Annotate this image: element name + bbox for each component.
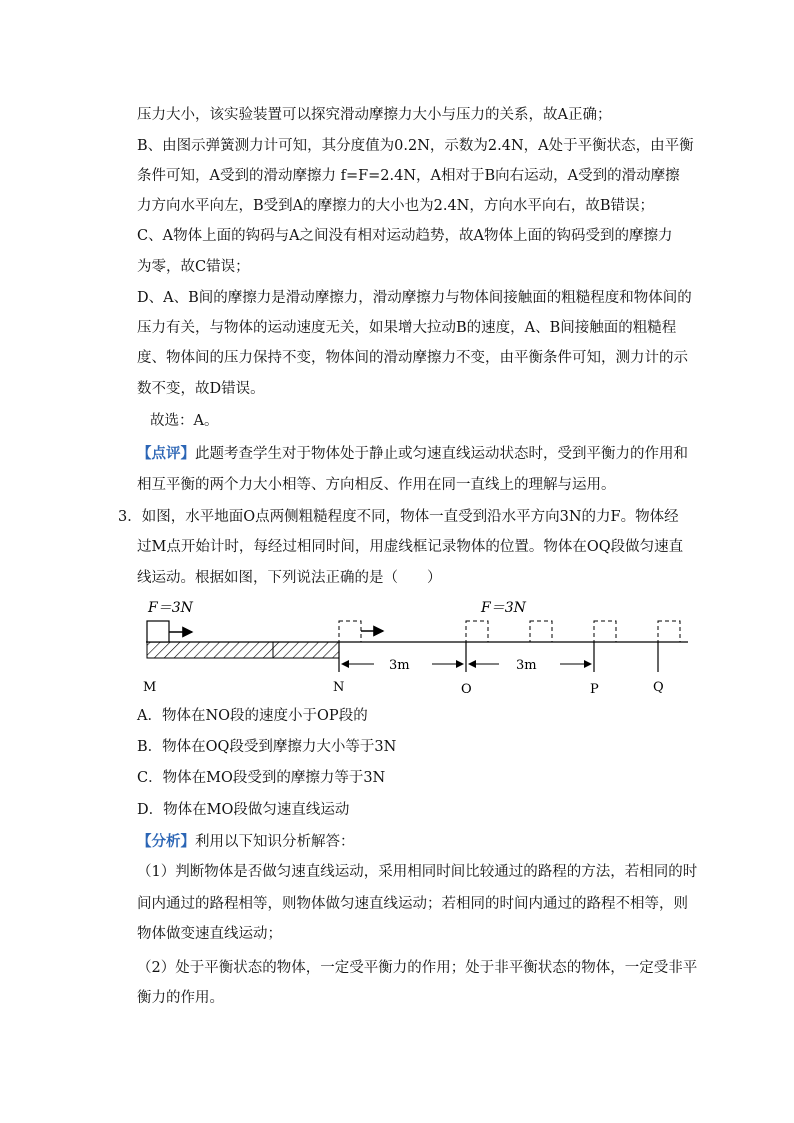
answer-line: 故选：A。 <box>150 413 219 429</box>
text-line: 度、物体间的压力保持不变，物体间的滑动摩擦力不变，由平衡条件可知，测力计的示 <box>137 350 688 366</box>
question-number: 3． <box>118 509 142 525</box>
text-line: D、A、B间的摩擦力是滑动摩擦力，滑动摩擦力与物体间接触面的粗糙程度和物体间的 <box>137 290 692 306</box>
point-label-m: M <box>143 680 157 695</box>
review-line-2: 相互平衡的两个力大小相等、方向相反、作用在同一直线上的理解与运用。 <box>137 477 616 493</box>
analysis-line: 物体做变速直线运动； <box>137 926 282 942</box>
review-text: 此题考查学生对于物体处于静止或匀速直线运动状态时，受到平衡力的作用和 <box>195 446 688 462</box>
text-line: 压力大小，该实验装置可以探究滑动摩擦力大小与压力的关系，故A正确； <box>137 107 612 123</box>
point-label-o: O <box>461 682 472 697</box>
force-label-left: F＝3N <box>148 600 193 616</box>
distance-label-op: 3m <box>516 658 537 673</box>
text-line: 数不变，故D错误。 <box>137 381 265 397</box>
option-c: C．物体在MO段受到的摩擦力等于3N <box>137 770 386 786</box>
analysis-line: 衡力的作用。 <box>137 990 224 1006</box>
option-d: D．物体在MO段做匀速直线运动 <box>137 802 350 818</box>
question-text: 如图，水平地面O点两侧粗糙程度不同，物体一直受到沿水平方向3N的力F。物体经 <box>141 509 679 525</box>
point-label-n: N <box>333 680 345 695</box>
analysis-header <box>137 832 355 852</box>
text-line: 条件可知，A受到的滑动摩擦力 f=F=2.4N，A相对于B向右运动，A受到的滑动摩擦 <box>137 168 680 184</box>
rough-surface <box>147 642 339 658</box>
question-line-2: 过M点开始计时，每经过相同时间，用虚线框记录物体的位置。物体在OQ段做匀速直 <box>137 539 684 555</box>
block-dashed <box>658 621 680 642</box>
text-line: B、由图示弹簧测力计可知，其分度值为0.2N，示数为2.4N，A处于平衡状态，由平衡 <box>137 138 694 154</box>
analysis-tag: 【分析】 <box>137 833 195 850</box>
review-tag: 【点评】 <box>137 445 195 462</box>
analysis-line: 间内通过的路程相等，则物体做匀速直线运动；若相同的时间内通过的路程不相等，则 <box>137 896 688 912</box>
question-line-3: 线运动。根据如图，下列说法正确的是（ ） <box>137 570 442 586</box>
block-dashed <box>530 621 552 642</box>
analysis-line: （2）处于平衡状态的物体，一定受平衡力的作用；处于非平衡状态的物体，一定受非平 <box>137 960 698 976</box>
text-line: 压力有关，与物体的运动速度无关，如果增大拉动B的速度，A、B间接触面的粗糙程 <box>137 320 677 336</box>
text-line: 力方向水平向左，B受到A的摩擦力的大小也为2.4N，方向水平向右，故B错误； <box>137 198 655 214</box>
text-line: 为零，故C错误； <box>137 259 250 275</box>
force-label-right: F＝3N <box>481 600 526 616</box>
block-dashed <box>594 621 616 642</box>
distance-label-no: 3m <box>389 658 410 673</box>
analysis-line: （1）判断物体是否做匀速直线运动，采用相同时间比较通过的路程的方法，若相同的时 <box>137 864 698 880</box>
option-a: A．物体在NO段的速度小于OP段的 <box>137 708 368 724</box>
block-dashed <box>466 621 488 642</box>
point-label-q: Q <box>653 680 664 695</box>
option-b: B．物体在OQ段受到摩擦力大小等于3N <box>137 739 397 755</box>
text-line: C、A物体上面的钩码与A之间没有相对运动趋势，故A物体上面的钩码受到的摩擦力 <box>137 228 673 244</box>
block-dashed <box>339 621 361 642</box>
point-label-p: P <box>590 682 599 697</box>
analysis-intro: 利用以下知识分析解答： <box>195 834 355 850</box>
block-solid <box>147 621 169 642</box>
